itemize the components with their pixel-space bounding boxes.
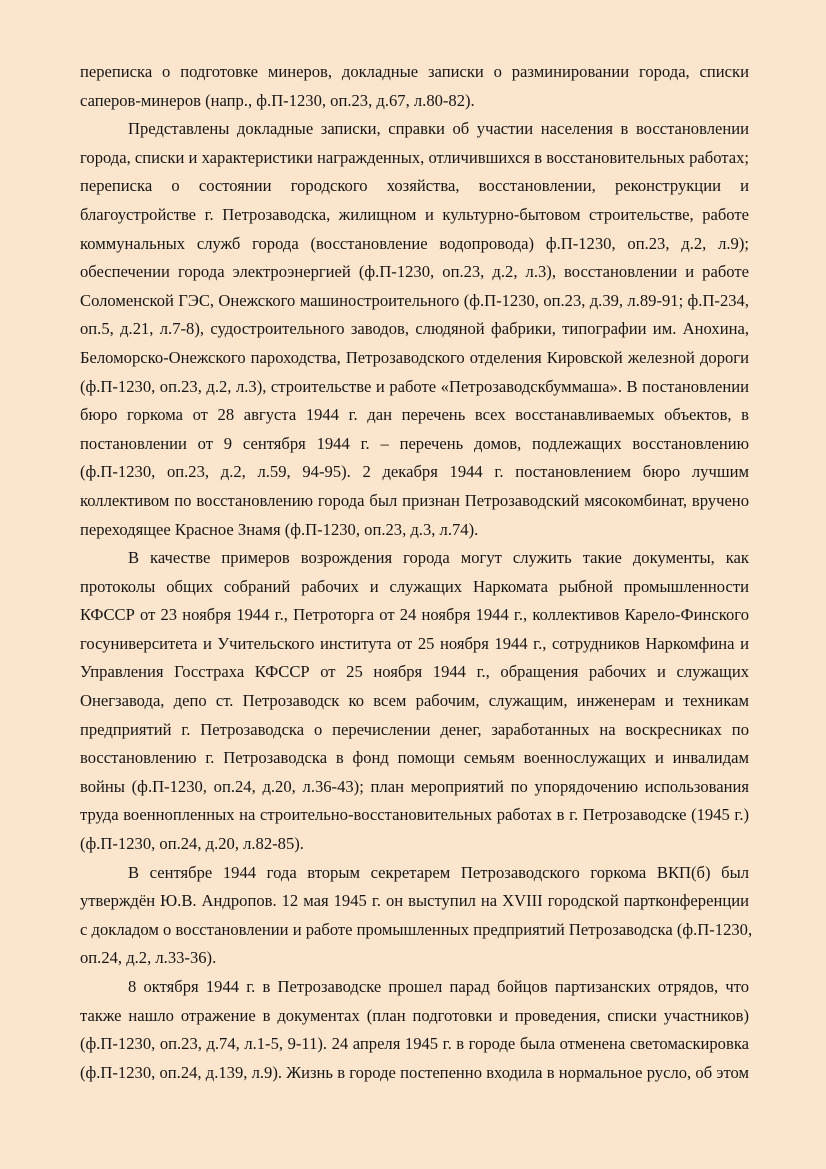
text-line: Представлены докладные записки, справки об участии населения в восстановлении xyxy=(128,119,749,139)
text-line: КФССР от 23 ноября 1944 г., Петроторга от 24 ноября 1944 г., коллективов Карело-Финского xyxy=(80,605,749,625)
text-line: труда военнопленных на строительно-восстановительных работах в г. Петрозаводске (1945 г.) xyxy=(80,805,749,825)
text-line: госуниверситета и Учительского института от 25 ноября 1944 г., сотрудников Наркомфина и xyxy=(80,633,749,653)
text-line: (ф.П-1230, оп.23, д.2, л.59, 94-95). 2 декабря 1944 г. постановлением бюро лучшим xyxy=(80,462,749,482)
document-body xyxy=(80,58,753,1087)
text-line: саперов-минеров (напр., ф.П-1230, оп.23, д.67, л.80-82). xyxy=(80,90,475,110)
text-line: Онегзавода, депо ст. Петрозаводск ко всем рабочим, служащим, инженерам и техникам xyxy=(80,691,749,711)
text-line: с докладом о восстановлении и работе промышленных предприятий Петрозаводска (ф.П-1230, xyxy=(80,919,753,939)
text-line: города, списки и характеристики награжденных, отличившихся в восстановительных работах; xyxy=(80,147,749,167)
text-line: 8 октября 1944 г. в Петрозаводске прошел парад бойцов партизанских отрядов, что xyxy=(128,977,749,996)
text-line: переписка о подготовке минеров, докладные записки о разминировании города, списки xyxy=(80,62,749,81)
text-line: переходящее Красное Знамя (ф.П-1230, оп.23, д.3, л.74). xyxy=(80,519,479,539)
text-line: (ф.П-1230, оп.23, д.2, л.3), строительстве и работе «Петрозаводскбуммаша». В постановлении xyxy=(80,376,749,396)
text-line: В качестве примеров возрождения города могут служить такие документы, как xyxy=(128,548,749,568)
text-line: Беломорско-Онежского пароходства, Петрозаводского отделения Кировской железной дороги xyxy=(80,347,749,367)
text-line: коммунальных служб города (восстановление водопровода) ф.П-1230, оп.23, д.2, л.9); xyxy=(80,233,749,253)
text-line: оп.24, д.2, л.33-36). xyxy=(80,948,217,968)
text-line: войны (ф.П-1230, оп.24, д.20, л.36-43); план мероприятий по упорядочению использования xyxy=(80,776,749,796)
text-line: утверждён Ю.В. Андропов. 12 мая 1945 г. он выступил на XVIII городской партконференции xyxy=(80,891,749,911)
text-line: переписка о состоянии городского хозяйства, восстановлении, реконструкции и xyxy=(80,176,749,196)
text-line: восстановлению г. Петрозаводска в фонд помощи семьям военнослужащих и инвалидам xyxy=(80,748,749,768)
text-line: коллективом по восстановлению города был признан Петрозаводский мясокомбинат, вручено xyxy=(80,490,749,510)
text-line: (ф.П-1230, оп.24, д.20, л.82-85). xyxy=(80,834,304,854)
text-line: оп.5, д.21, л.7-8), судостроительного заводов, слюдяной фабрики, типографии им. Анохина, xyxy=(80,319,749,339)
text-line: (ф.П-1230, оп.24, д.139, л.9). Жизнь в городе постепенно входила в нормальное русло, об этом xyxy=(80,1062,749,1082)
text-line: постановлении от 9 сентября 1944 г. – перечень домов, подлежащих восстановлению xyxy=(80,433,749,453)
text-line: также нашло отражение в документах (план подготовки и проведения, списки участников) xyxy=(80,1005,749,1025)
text-line: (ф.П-1230, оп.23, д.74, л.1-5, 9-11). 24 апреля 1945 г. в городе была отменена светомаскировка xyxy=(80,1034,749,1054)
text-line: протоколы общих собраний рабочих и служащих Наркомата рыбной промышленности xyxy=(80,576,749,596)
text-line: бюро горкома от 28 августа 1944 г. дан перечень всех восстанавливаемых объектов, в xyxy=(80,405,749,425)
text-line: предприятий г. Петрозаводска о перечислении денег, заработанных на воскресниках по xyxy=(80,719,749,739)
text-line: благоустройстве г. Петрозаводска, жилищном и культурно-бытовом строительстве, работе xyxy=(80,204,749,224)
text-line: обеспечении города электроэнергией (ф.П-1230, оп.23, д.2, л.3), восстановлении и работе xyxy=(80,262,749,282)
text-line: В сентябре 1944 года вторым секретарем Петрозаводского горкома ВКП(б) был xyxy=(128,862,749,882)
text-line: Соломенской ГЭС, Онежского машиностроительного (ф.П-1230, оп.23, д.39, л.89-91; ф.П-234, xyxy=(80,290,749,310)
text-line: Управления Госстраха КФССР от 25 ноября 1944 г., обращения рабочих и служащих xyxy=(80,662,749,682)
